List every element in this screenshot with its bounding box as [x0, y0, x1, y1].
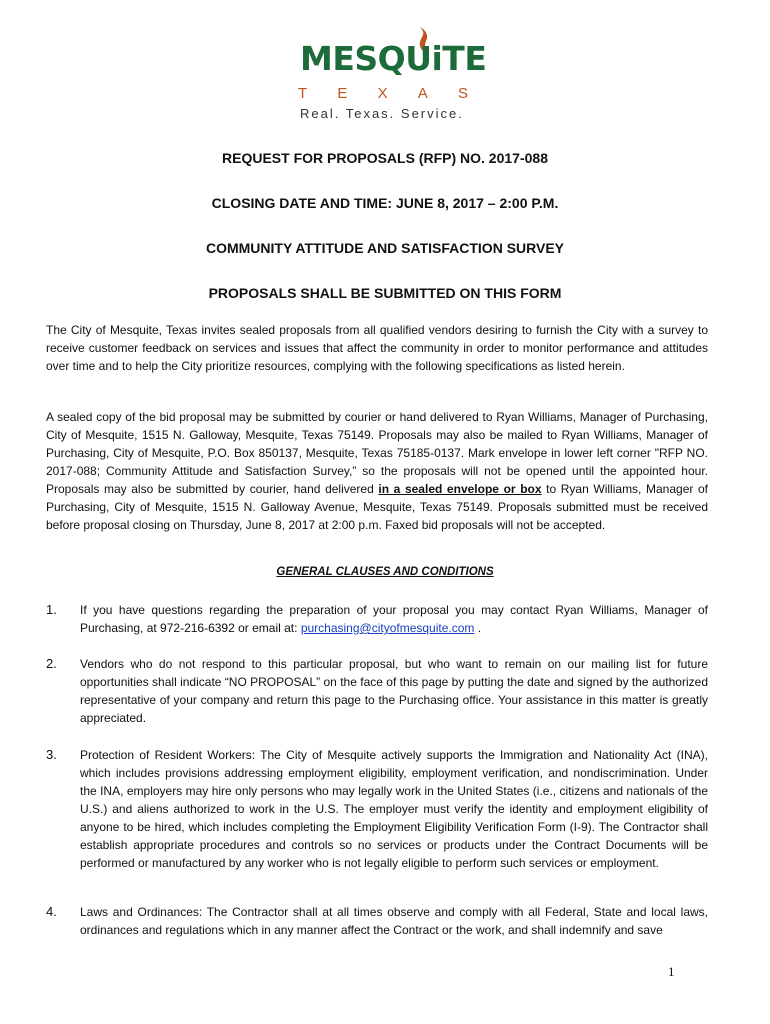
clause-item	[46, 601, 708, 637]
sealed-envelope-emphasis: in a sealed envelope or box	[378, 482, 542, 496]
clause-number: 3.	[46, 747, 57, 762]
logo-letter: E	[337, 85, 348, 102]
rfp-number-heading: REQUEST FOR PROPOSALS (RFP) NO. 2017-088	[222, 150, 548, 166]
heading-block	[0, 148, 770, 328]
clause-number: 1.	[46, 602, 57, 617]
clause-item	[46, 746, 708, 872]
purchasing-email-link[interactable]: purchasing@cityofmesquite.com	[300, 621, 475, 635]
clause-text	[80, 601, 708, 637]
clause-number: 2.	[46, 656, 57, 671]
clause-trailing-text: .	[474, 621, 482, 635]
clause-body: If you have questions regarding the preparation of your proposal you may contact Ryan Williams, Manager of Purchasing, at 972-216-6392 or email at:	[80, 603, 708, 635]
logo-tagline: Real. Texas. Service.	[300, 106, 464, 121]
page-number: 1	[668, 964, 675, 979]
clause-item	[46, 903, 708, 939]
intro-paragraph: The City of Mesquite, Texas invites sealed proposals from all qualified vendors desiring to furnish the City with a survey to receive customer feedback on services and issues that affect the community in order to monitor performance and attitudes over time and to help the City prioritize resources, complying with the following specifications as listed herein.	[46, 323, 708, 373]
clause-text: Vendors who do not respond to this particular proposal, but who want to remain on our mailing list for future opportunities shall indicate “NO PROPOSAL” on the face of this page by putting the date and signed by the authorized representative of your company and return this page to the Purchasing office. Your assistance in this matter is greatly appreciated.	[80, 657, 708, 725]
clause-text: Laws and Ordinances: The Contractor shall at all times observe and comply with all Federal, State and local laws, ordinances and regulations which in any manner affect the Contract or the work, and shall indemnify and save	[80, 905, 708, 937]
mesquite-logo	[290, 22, 490, 127]
logo-letter: A	[417, 85, 428, 102]
logo-letter: X	[377, 85, 388, 102]
clause-item	[46, 655, 708, 727]
clause-text: Protection of Resident Workers: The City of Mesquite actively supports the Immigration and Nationality Act (INA), which includes provisions addressing employment eligibility, employment verification, and nondiscrimination. Under the INA, employers may hire only persons who may legally work in the United States (i.e., citizens and nationals of the U.S.) and aliens authorized to work in the U.S. The employer must verify the identity and employment eligibility of anyone to be hired, which includes completing the Employment Eligibility Verification Form (I-9). The Contractor shall establish appropriate procedures and controls so no services or products under the Contract Documents will be performed or manufactured by any worker who is not legally eligible to perform such services or employment.	[80, 748, 708, 870]
survey-title-heading: COMMUNITY ATTITUDE AND SATISFACTION SURVEY	[205, 240, 565, 256]
logo-state-letters	[298, 85, 468, 102]
clause-number: 4.	[46, 904, 57, 919]
logo-letter: T	[298, 85, 308, 102]
general-clauses-title: GENERAL CLAUSES AND CONDITIONS	[276, 566, 494, 578]
submission-paragraph	[46, 408, 708, 534]
submission-text-part2: to Ryan Williams, Manager of Purchasing, City of Mesquite, 1515 N. Galloway Avenue, Mesquite, Texas 75149. Proposals submitted must be received before proposal closing on Thursday, June 8, 2017 at 2:00 p.m. Faxed bid proposals will not be accepted.	[46, 482, 708, 532]
submission-text-part1: A sealed copy of the bid proposal may be submitted by courier or hand delivered to Ryan Williams, Manager of Purchasing, City of Mesquite, 1515 N. Galloway, Mesquite, Texas 75149. Proposals may also be mailed to Ryan Williams, Manager of Purchasing, City of Mesquite, P.O. Box 850137, Mesquite, Texas 75185-0137. Mark envelope in lower left corner "RFP NO. 2017-088; Community Attitude and Satisfaction Survey,” so the proposals will not be opened until the appointed hour. Proposals may also be submitted by courier, hand delivered	[46, 410, 708, 496]
logo-letter: S	[457, 85, 468, 102]
submission-notice-heading: PROPOSALS SHALL BE SUBMITTED ON THIS FORM	[208, 285, 562, 301]
logo-wordmark: MESQUiTE	[300, 39, 487, 78]
closing-date-heading: CLOSING DATE AND TIME: JUNE 8, 2017 – 2:00 P.M.	[211, 195, 559, 211]
